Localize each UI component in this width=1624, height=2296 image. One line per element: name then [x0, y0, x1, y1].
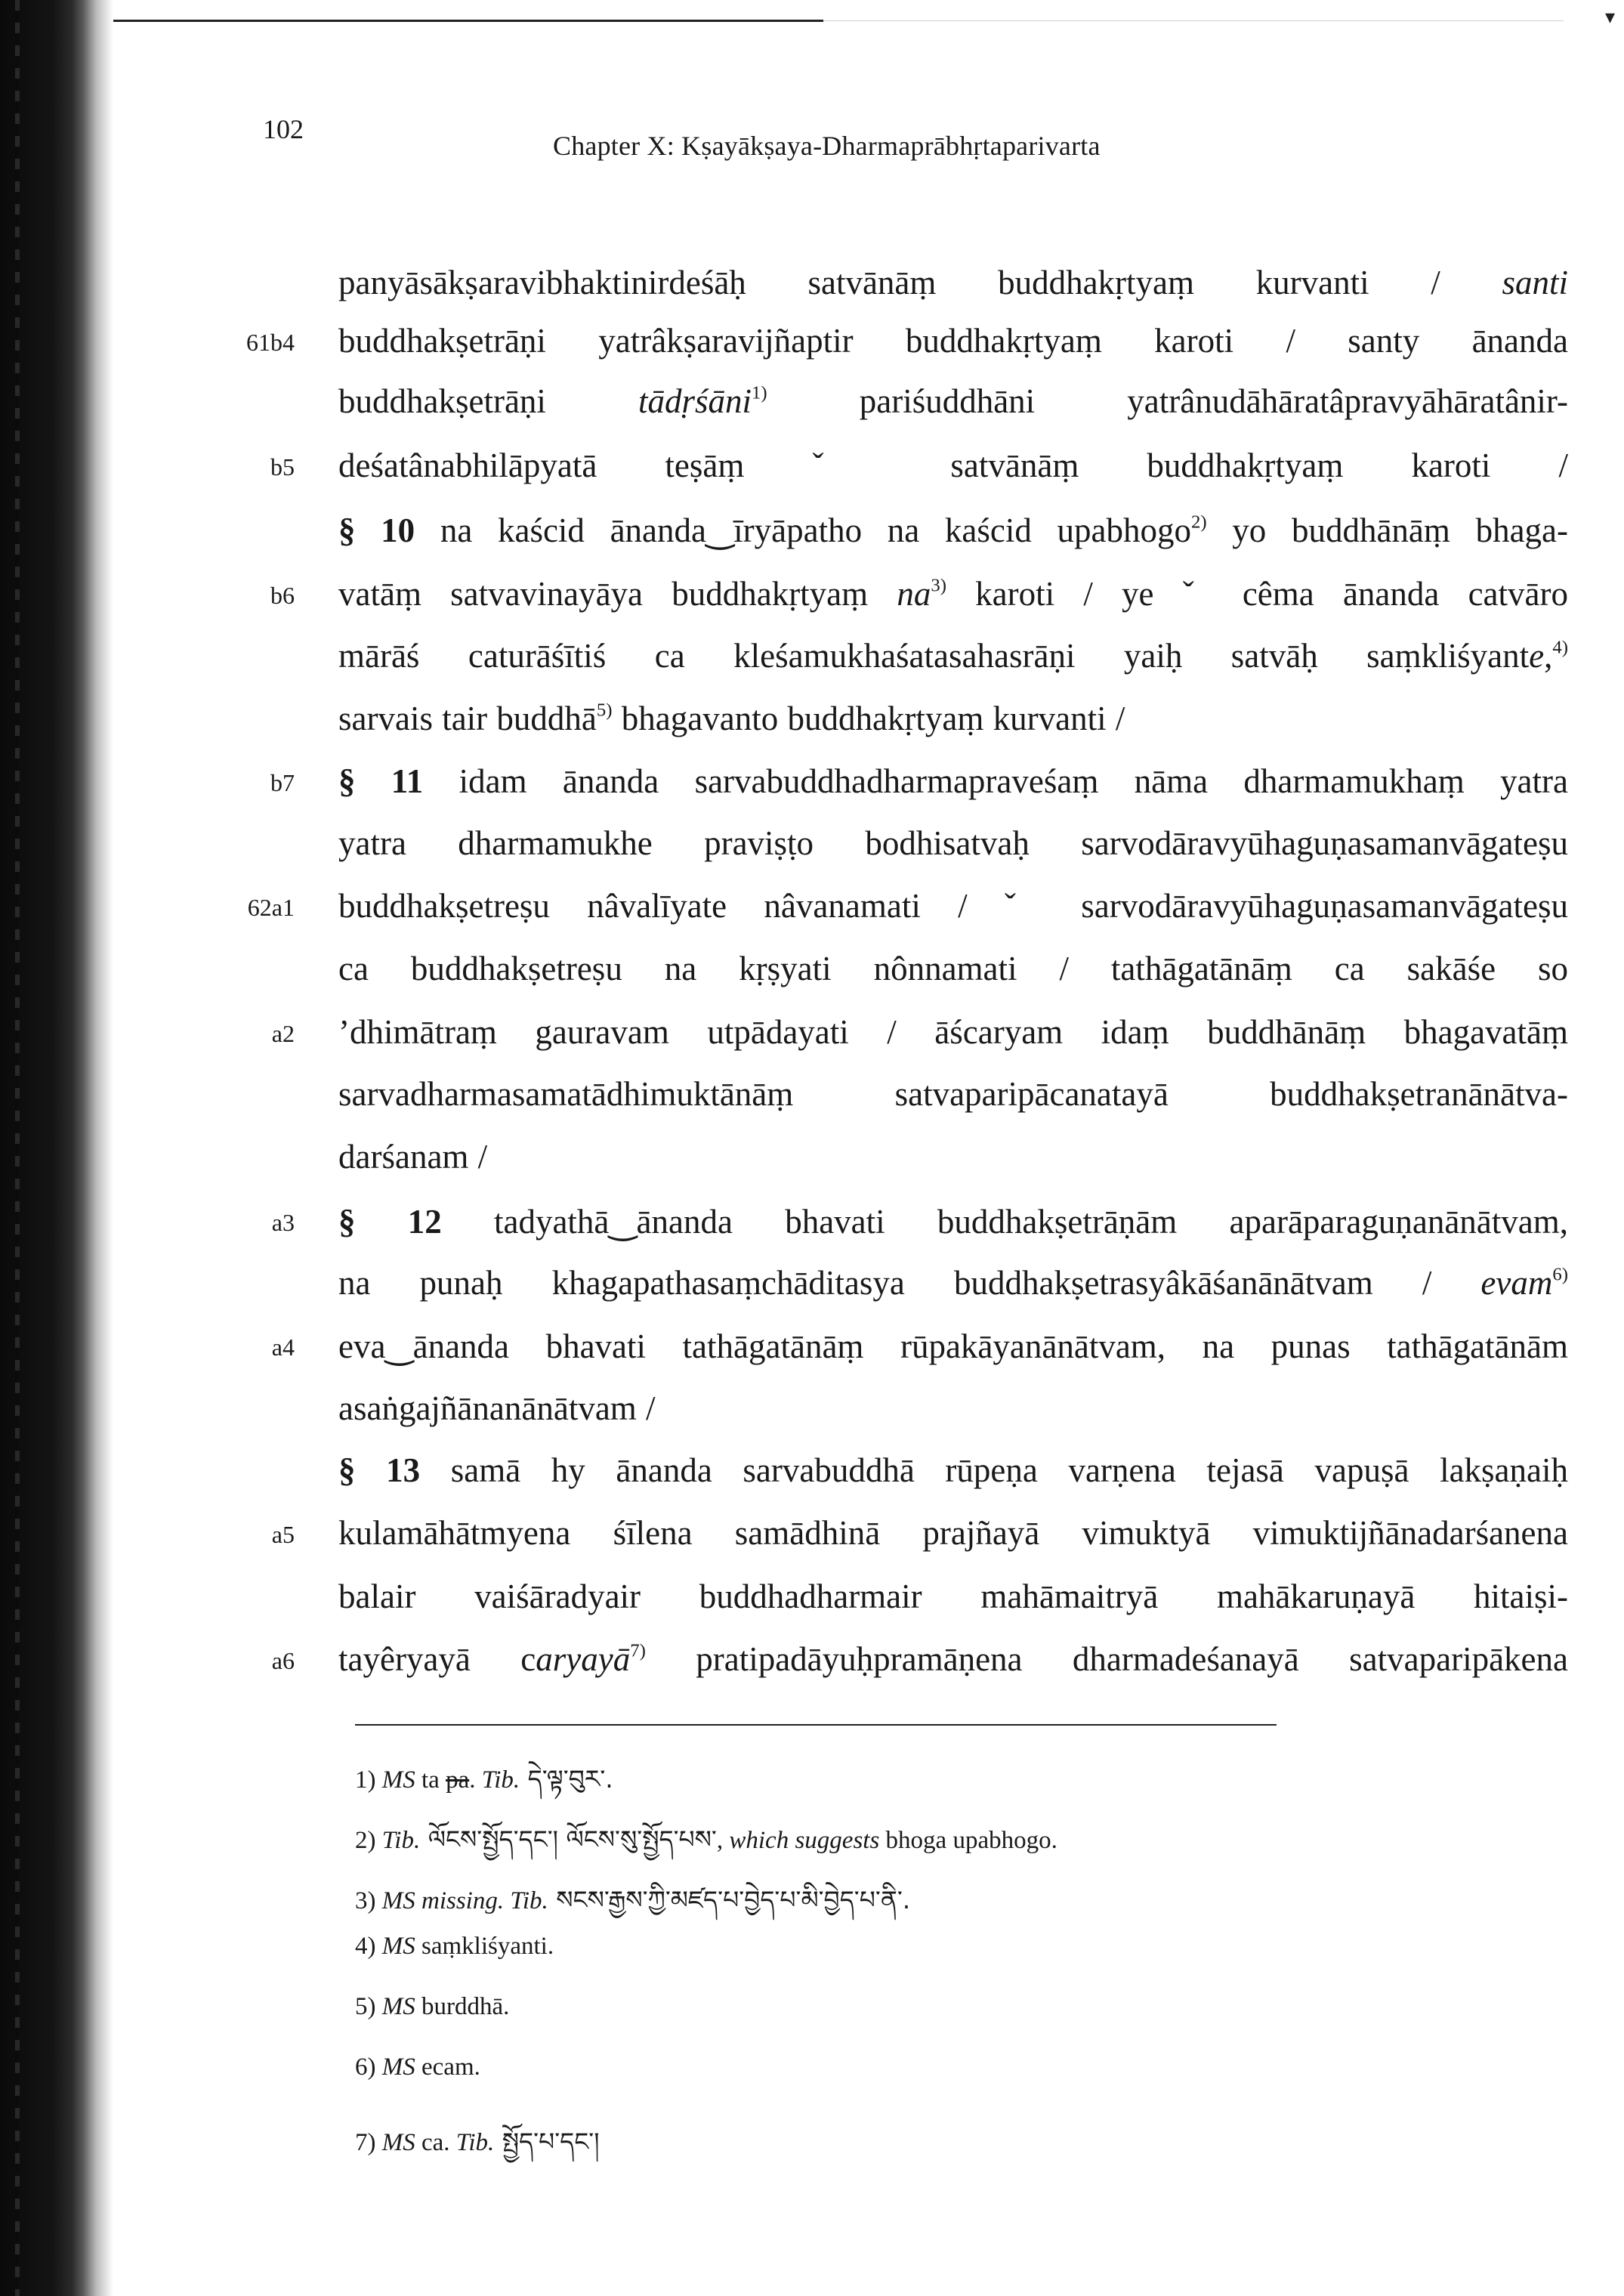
text-run: idam ānanda sarvabuddhadharmapraveśaṃ nāma dharmamukhaṃ yatra: [423, 762, 1568, 800]
text-run: སྤྱོད་པ་དང་།: [494, 2127, 600, 2156]
text-run: yo buddhānāṃ bhaga-: [1206, 511, 1569, 549]
text-run: Tib.: [481, 1766, 520, 1794]
text-run: 6): [355, 2053, 382, 2081]
text-run: ecam.: [415, 2053, 480, 2081]
text-run: tayêryayā c: [338, 1640, 536, 1678]
text-line: [338, 1263, 1568, 1303]
text-run: na kaścid ānanda‿īryāpatho na kaścid upabhogo: [415, 511, 1192, 549]
text-run: .: [469, 1766, 482, 1794]
text-run: 3): [355, 1887, 382, 1914]
text-run: MS: [381, 1993, 415, 2020]
text-run: balair vaiśāradyair buddhadharmair mahāmaitryā mahākaruṇayā hitaiṣi-: [338, 1578, 1568, 1615]
text-run: ca buddhakṣetreṣu na kṛṣyati nônnamati / tathāgatānāṃ ca sakāśe so: [338, 950, 1568, 987]
text-line: [338, 574, 1568, 613]
text-run: bhoga upabhogo.: [879, 1827, 1057, 1854]
text-run: MS: [381, 2129, 415, 2156]
text-run: sarvais tair buddhā: [338, 700, 597, 737]
footnote-rule: [355, 1724, 1277, 1726]
text-run: ’dhimātraṃ gauravam utpādayati / āścaryam idaṃ buddhānāṃ bhagavatāṃ: [338, 1013, 1568, 1051]
text-run: pratipadāyuḥpramāṇena dharmadeśanayā satvaparipākena: [645, 1640, 1568, 1678]
text-run: 5): [355, 1993, 382, 2020]
margin-reference: b6: [270, 582, 295, 609]
footnote-ref: 3): [931, 575, 946, 596]
text-run: panyāsākṣaravibhaktinirdeśāḥ satvānāṃ buddhakṛtyaṃ kurvanti /: [338, 264, 1502, 301]
text-run: vatāṃ satvavinayāya buddhakṛtyaṃ: [338, 575, 897, 613]
text-line: [338, 1513, 1568, 1553]
text-run: mārāś caturāśītiś ca kleśamukhaśatasahasrāṇi yaiḥ satvāḥ saṃkliśyant: [338, 637, 1530, 675]
text-run: MS missing. Tib.: [381, 1887, 548, 1914]
text-run: asaṅgajñānanānātvam /: [338, 1389, 656, 1427]
text-line: [338, 699, 1568, 738]
footnote-ref: 1): [752, 382, 767, 403]
text-run: sarvadharmasamatādhimuktānāṃ satvaparipācanatayā buddhakṣetranānātva-: [338, 1075, 1568, 1113]
text-run: 4): [355, 1933, 382, 1960]
scan-binding-edge: [0, 0, 113, 2296]
text-run: buddhakṣetrāṇi yatrâkṣaravijñaptir buddhakṛtyaṃ karoti / santy ānanda: [338, 322, 1568, 360]
text-run: ca.: [415, 2129, 456, 2156]
text-run: 2): [355, 1827, 382, 1854]
text-run: evam: [1480, 1264, 1553, 1302]
footnote-ref: 5): [596, 700, 613, 721]
text-line: [338, 263, 1568, 302]
text-run: e: [1529, 637, 1545, 675]
text-line: [338, 1389, 1568, 1428]
margin-reference: a3: [271, 1209, 295, 1236]
text-run: MS: [381, 1933, 415, 1960]
text-run: santi: [1502, 264, 1568, 301]
text-run: buddhakṣetreṣu nâvalīyate nâvanamati / ˇ sarvodāravyūhaguṇasamanvāgateṣu: [338, 887, 1568, 925]
section-number: § 13: [338, 1451, 421, 1489]
page-number: 102: [263, 114, 304, 144]
margin-reference: 62a1: [247, 894, 295, 921]
text-line: [338, 949, 1568, 988]
text-run: 7): [355, 2129, 382, 2156]
text-run: tadyathā‿ānanda bhavati buddhakṣetrāṇām aparāparaguṇanānātvam,: [441, 1203, 1569, 1241]
text-run: buddhakṣetrāṇi: [338, 382, 638, 420]
text-run: ta: [415, 1766, 446, 1794]
margin-reference: b5: [270, 453, 295, 481]
text-line: [338, 762, 1568, 801]
text-line: [338, 1074, 1568, 1114]
text-line: [338, 1577, 1568, 1616]
text-line: [338, 1201, 1568, 1241]
footnote: [355, 1933, 554, 1961]
corner-mark: ▾: [1604, 6, 1615, 28]
text-run: aryayā: [536, 1640, 631, 1678]
footnote-ref: 2): [1191, 511, 1207, 533]
text-run: yatra dharmamukhe praviṣṭo bodhisatvaḥ sarvodāravyūhaguṇasamanvāgateṣu: [338, 824, 1568, 862]
footnote: [355, 1993, 509, 2021]
text-run: Tib.: [381, 1827, 421, 1854]
text-run: which suggests: [729, 1827, 880, 1854]
text-line: [338, 1639, 1568, 1679]
text-run: saṃkliśyanti.: [415, 1933, 554, 1960]
text-line: [338, 321, 1568, 360]
text-run: 1): [355, 1766, 382, 1794]
text-run: karoti / ye ˇ cêma ānanda catvāro: [946, 575, 1568, 613]
text-run: eva‿ānanda bhavati tathāgatānāṃ rūpakāyanānātvam, na punas tathāgatānām: [338, 1327, 1568, 1365]
text-line: [338, 886, 1568, 926]
text-run: Tib.: [455, 2129, 495, 2156]
text-line: [338, 382, 1568, 421]
text-line: [338, 1012, 1568, 1052]
text-line: [338, 446, 1568, 485]
footnote-ref: 6): [1552, 1264, 1568, 1285]
footnote: [355, 2053, 480, 2081]
text-line: [338, 1326, 1568, 1366]
footnote-ref: 4): [1552, 637, 1568, 658]
running-head: Chapter X: Kṣayākṣaya-Dharmaprābhṛtaparivarta: [553, 131, 1101, 161]
text-run: darśanam /: [338, 1138, 488, 1176]
text-run: ལོངས་སྤྱོད་དང་། ལོངས་སུ་སྤྱོད་པས་: [420, 1825, 717, 1854]
text-run: MS: [381, 1766, 415, 1794]
scan-top-rule: [113, 20, 823, 22]
margin-reference: a6: [271, 1647, 295, 1674]
margin-reference: a2: [271, 1020, 295, 1047]
text-run: na: [897, 575, 931, 613]
text-line: [338, 510, 1568, 550]
section-number: § 12: [338, 1203, 442, 1241]
scan-top-rule-faint: [823, 20, 1564, 21]
text-run: MS: [381, 2053, 415, 2081]
text-run: samā hy ānanda sarvabuddhā rūpeṇa varṇena tejasā vapuṣā lakṣaṇaiḥ: [420, 1451, 1569, 1489]
text-run: སངས་རྒྱས་ཀྱི་མཛད་པ་བྱེད་པ་མི་བྱེད་པ་ནི་.: [548, 1885, 911, 1914]
text-run: ,: [716, 1827, 730, 1854]
text-run: ,: [1544, 637, 1553, 675]
text-run: kulamāhātmyena śīlena samādhinā prajñayā vimuktyā vimuktijñānadarśanena: [338, 1514, 1568, 1552]
margin-reference: 61b4: [246, 329, 295, 356]
margin-reference: a5: [271, 1521, 295, 1548]
text-line: [338, 1451, 1568, 1490]
footnote-ref: 7): [630, 1640, 646, 1661]
section-number: § 11: [338, 762, 424, 800]
text-run: pa: [446, 1766, 470, 1794]
text-line: [338, 824, 1568, 863]
text-run: pariśuddhāni yatrânudāhāratâpravyāhāratânir-: [767, 382, 1568, 420]
text-line: [338, 636, 1568, 675]
text-run: bhagavanto buddhakṛtyaṃ kurvanti /: [612, 700, 1125, 737]
footnote: [355, 2114, 600, 2184]
text-run: དེ་ལྟ་བུར་.: [520, 1764, 613, 1794]
text-run: deśatânabhilāpyatā teṣāṃ ˇ satvānāṃ buddhakṛtyaṃ karoti /: [338, 447, 1568, 484]
text-run: burddhā.: [415, 1993, 510, 2020]
text-line: [338, 1137, 1568, 1176]
margin-reference: a4: [271, 1333, 295, 1361]
text-run: na punaḥ khagapathasaṃchāditasya buddhakṣetrasyâkāśanānātvam /: [338, 1264, 1481, 1302]
section-number: § 10: [338, 511, 415, 549]
margin-reference: b7: [270, 769, 295, 796]
text-run: tādṛśāni: [638, 382, 752, 420]
